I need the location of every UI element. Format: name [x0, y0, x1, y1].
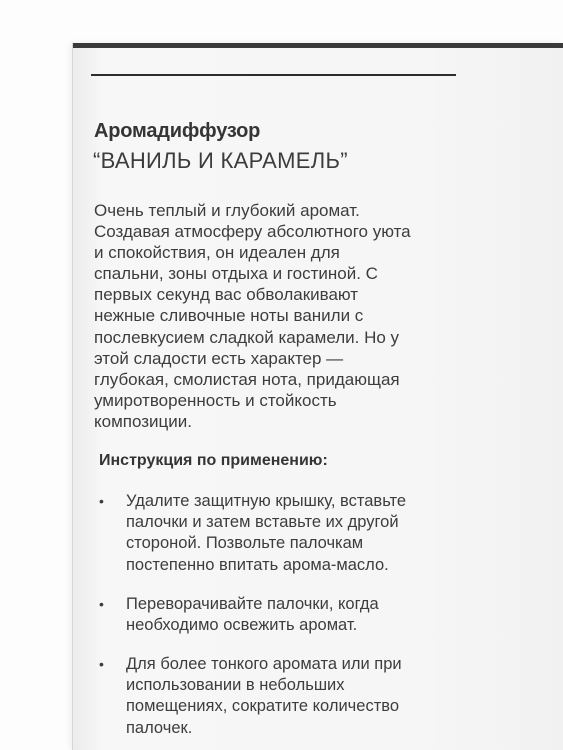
bullet-icon: •: [99, 656, 104, 672]
instruction-line: Для более тонкого аромата или при: [126, 655, 402, 673]
instructions-heading: Инструкция по применению:: [99, 452, 328, 469]
description-line: спальни, зоны отдыха и гостиной. С: [94, 264, 378, 284]
product-description: [94, 200, 464, 432]
description-line: нежные сливочные ноты ванили с: [94, 306, 364, 326]
product-box: [72, 43, 563, 750]
bullet-icon: •: [99, 493, 104, 509]
box-top-edge: [73, 43, 563, 48]
description-line: Очень теплый и глубокий аромат.: [94, 201, 360, 220]
bullet-icon: •: [99, 596, 104, 612]
description-line: послевкусием сладкой карамели. Но у: [94, 327, 400, 347]
divider-line: [91, 74, 456, 76]
product-subtitle: “ВАНИЛЬ И КАРАМЕЛЬ”: [93, 148, 348, 173]
instruction-line: постепенно впитать арома-масло.: [126, 555, 389, 574]
instruction-line: помещениях, сократите количество: [126, 697, 400, 716]
description-line: композиции.: [94, 411, 192, 431]
instruction-line: необходимо освежить аромат.: [126, 616, 358, 635]
instruction-line: палочки и затем вставьте их другой: [126, 513, 399, 532]
description-line: и спокойствия, он идеален для: [94, 243, 340, 263]
description-line: глубокая, смолистая нота, придающая: [94, 369, 400, 389]
product-title: Аромадиффузор: [94, 120, 261, 142]
instruction-line: Переворачивайте палочки, когда: [126, 595, 379, 613]
description-line: Создавая атмосферу абсолютного уюта: [94, 222, 411, 242]
description-line: умиротворенность и стойкость: [94, 390, 337, 410]
description-line: этой сладости есть характер —: [94, 348, 344, 368]
description-line: первых секунд вас обволакивают: [94, 285, 359, 305]
instruction-line: Удалите защитную крышку, вставьте: [126, 492, 407, 510]
instruction-line: стороной. Позвольте палочкам: [126, 534, 364, 553]
instruction-line: палочек.: [126, 718, 193, 737]
instruction-line: использовании в небольших: [126, 676, 345, 695]
